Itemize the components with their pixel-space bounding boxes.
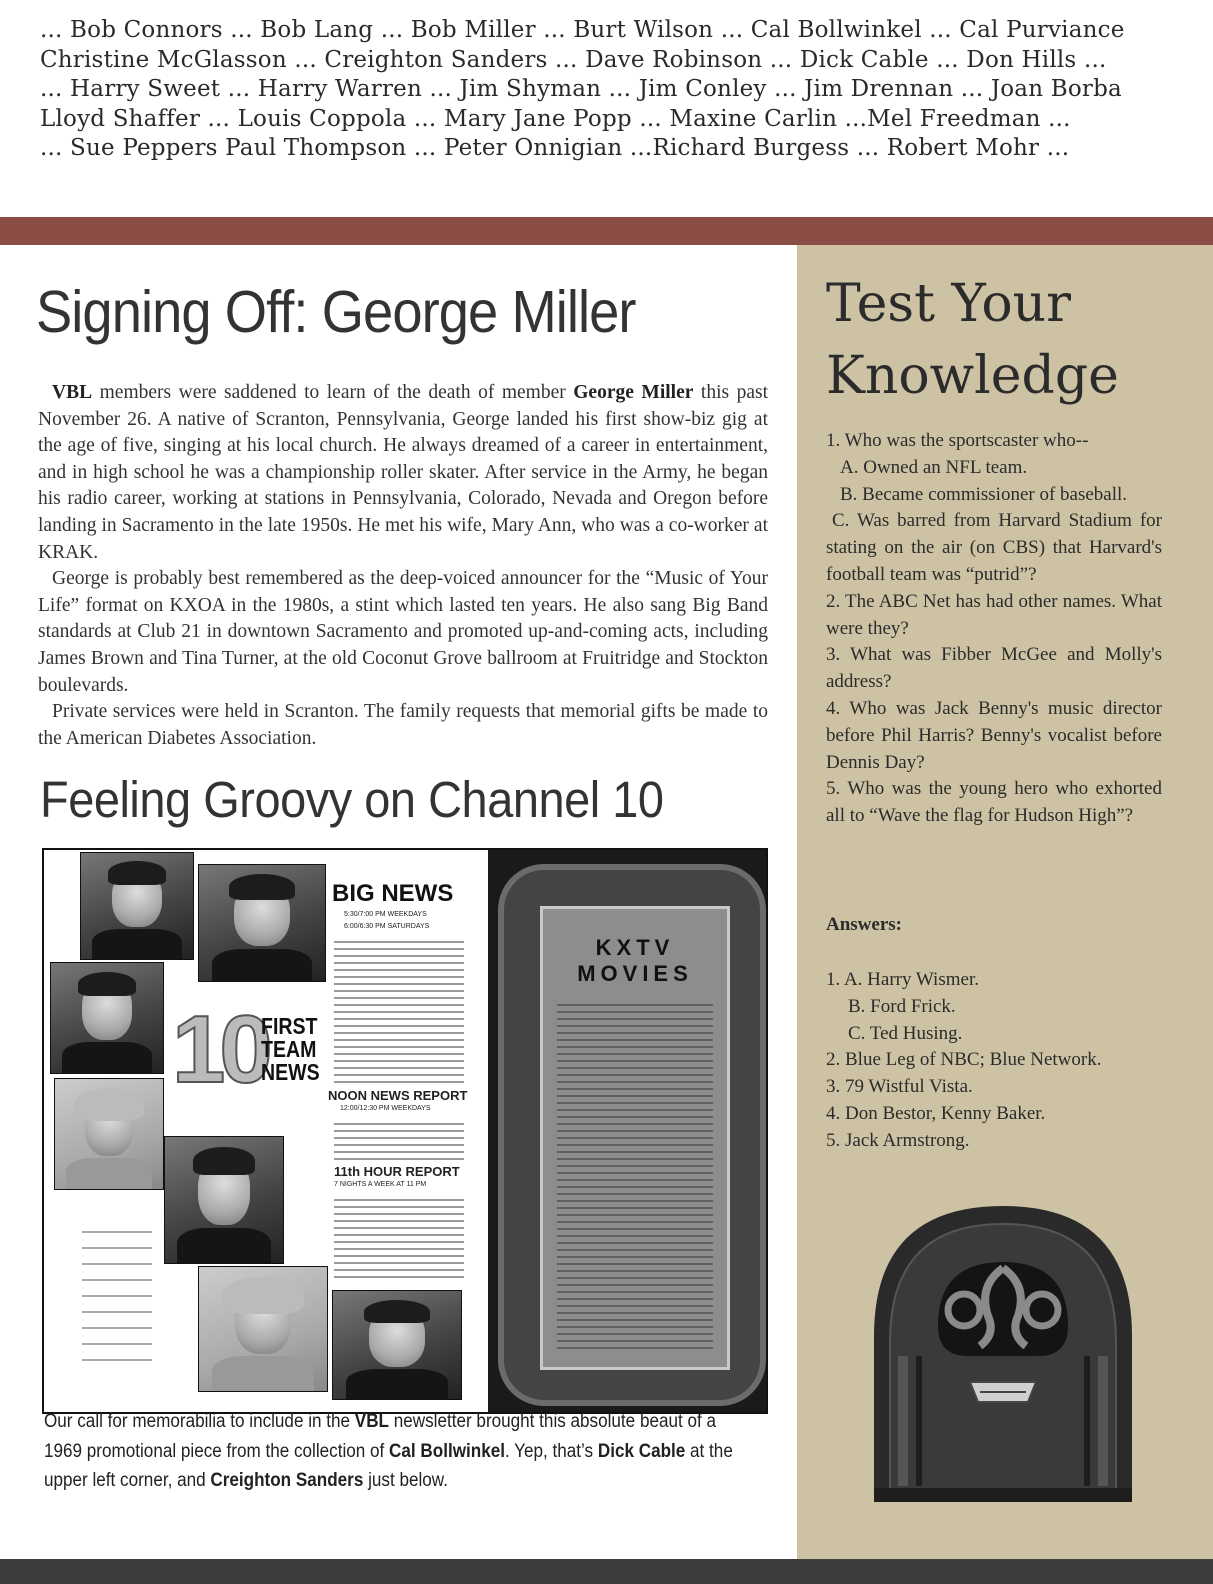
obituary-paragraph-1: VBL members were saddened to learn of the death of member George Miller this past November 26. A native of Scranton, Pennsylvania, George landed his first show-biz gig at the age of five, singing at his local church. He always dreamed of a career in entertainment, and in high school he was a championship roller skater. After service in the Army, he began his radio career, working at stations in Pennsylvania, Colorado, Nevada and Oregon before landing in Sacramento in the late 1950s. He met his wife, Mary Ann, who was a co-worker at KRAK. <box>38 382 769 563</box>
quiz-question: C. Was barred from Harvard Stadium for stating on the air (on CBS) that Harvard's football team was “putrid”? <box>826 510 1162 585</box>
deceased-name: George Miller <box>573 382 694 403</box>
eleventh-text-block <box>334 1194 464 1278</box>
kxtv-promo-image <box>42 848 768 1414</box>
bottom-divider-bar <box>0 1559 1213 1584</box>
quiz-question: B. Became commissioner of baseball. <box>840 483 1128 505</box>
anchor-photo <box>54 1078 164 1190</box>
top-divider-bar <box>0 217 1213 245</box>
promo-caption: Our call for memorabilia to include in the VBL newsletter brought this absolute beaut of a 1969 promotional piece from the collection of Cal Bollwinkel. Yep, that’s Dick Cable at the upper left corner, and Creighton Sanders just below. <box>44 1411 733 1491</box>
names-line: Christine McGlasson ... Creighton Sanders ... Dave Robinson ... Dick Cable ... Don Hills ... <box>40 46 1107 73</box>
eleventh-hour-heading: 11th HOUR REPORT <box>334 1164 460 1179</box>
quiz-question: 1. Who was the sportscaster who-- <box>826 430 1089 451</box>
noon-news-heading: NOON NEWS REPORT <box>328 1088 468 1103</box>
quiz-questions <box>826 428 1162 830</box>
movies-schedule-text <box>557 999 713 1349</box>
quiz-answer: B. Ford Frick. <box>848 995 956 1017</box>
big-news-heading: BIG NEWS <box>332 880 454 907</box>
big-news-time: 5:30/7:00 PM WEEKDAYS <box>344 911 427 918</box>
quiz-answer: 5. Jack Armstrong. <box>826 1129 970 1151</box>
promo-news-panel <box>44 850 488 1412</box>
member-names-list <box>40 16 1180 164</box>
quiz-question: 3. What was Fibber McGee and Molly's address? <box>826 644 1162 693</box>
anchor-photo <box>164 1136 284 1264</box>
noon-text-block <box>334 1118 464 1162</box>
names-line: ... Sue Peppers Paul Thompson ... Peter Onnigian ...Richard Burgess ... Robert Mohr ... <box>40 135 1070 161</box>
quiz-answer: C. Ted Husing. <box>848 1022 963 1044</box>
names-line: Lloyd Shaffer ... Louis Coppola ... Mary Jane Popp ... Maxine Carlin ...Mel Freedman ... <box>40 105 1071 132</box>
big-news-time: 6:00/6:30 PM SATURDAYS <box>344 923 430 930</box>
names-line: ... Harry Sweet ... Harry Warren ... Jim Shyman ... Jim Conley ... Jim Drennan ... Joan Borba <box>40 76 1122 102</box>
groovy-title: Feeling Groovy on Channel 10 <box>40 771 664 828</box>
movies-ornate-frame <box>498 864 766 1406</box>
quiz-question: 2. The ABC Net has had other names. What were they? <box>826 590 1162 639</box>
anchor-photo <box>198 1266 328 1392</box>
anchor-photo <box>332 1290 462 1400</box>
quiz-question: A. Owned an NFL team. <box>840 456 1028 478</box>
answers-heading: Answers: <box>826 914 902 935</box>
quiz-answer: 3. 79 Wistful Vista. <box>826 1076 973 1098</box>
kxtv-movies-heading: KXTV MOVIES <box>577 935 693 986</box>
quiz-question: 5. Who was the young hero who exhorted all to “Wave the flag for Hudson High”? <box>826 778 1162 827</box>
kxtv-movies-panel <box>488 850 766 1412</box>
quiz-answers <box>826 967 1166 1155</box>
quiz-title: Test Your Knowledge <box>826 274 1119 406</box>
channel-10-logo: 10 <box>172 996 267 1103</box>
vbl-lead: VBL <box>52 382 93 403</box>
first-team-news: FIRST TEAM NEWS <box>261 1013 320 1085</box>
noon-news-time: 12:00/12:30 PM WEEKDAYS <box>340 1105 431 1112</box>
quiz-answer: 4. Don Bestor, Kenny Baker. <box>826 1102 1046 1124</box>
eleventh-hour-time: 7 NIGHTS A WEEK AT 11 PM <box>334 1181 427 1188</box>
anchor-photo <box>198 864 326 982</box>
quiz-answer: 1. A. Harry Wismer. <box>826 969 979 990</box>
names-line: ... Bob Connors ... Bob Lang ... Bob Miller ... Burt Wilson ... Cal Bollwinkel ... Cal Purviance <box>40 17 1125 43</box>
quiz-answer: 2. Blue Leg of NBC; Blue Network. <box>826 1049 1102 1071</box>
vintage-radio-icon <box>868 1206 1138 1502</box>
big-news-text-block <box>334 936 464 1084</box>
anchor-roster <box>82 1224 152 1374</box>
obituary-body <box>38 380 768 752</box>
obituary-title: Signing Off: George Miller <box>36 279 636 345</box>
anchor-photo <box>50 962 164 1074</box>
anchor-photo <box>80 852 194 960</box>
obituary-paragraph-2: George is probably best remembered as the deep-voiced announcer for the “Music of Your Life” format on KXOA in the 1980s, a stint which lasted ten years. He also sang Big Band standards at Club 21 in downtown Sacramento and promoted up-and-coming acts, including James Brown and Tina Turner, at the old Coconut Grove ballroom at Fruitridge and Stockton boulevards. <box>38 568 768 696</box>
quiz-question: 4. Who was Jack Benny's music director before Phil Harris? Benny's vocalist before Dennis Day? <box>826 697 1162 773</box>
obituary-paragraph-3: Private services were held in Scranton. The family requests that memorial gifts be made to the American Diabetes Association. <box>38 701 768 749</box>
